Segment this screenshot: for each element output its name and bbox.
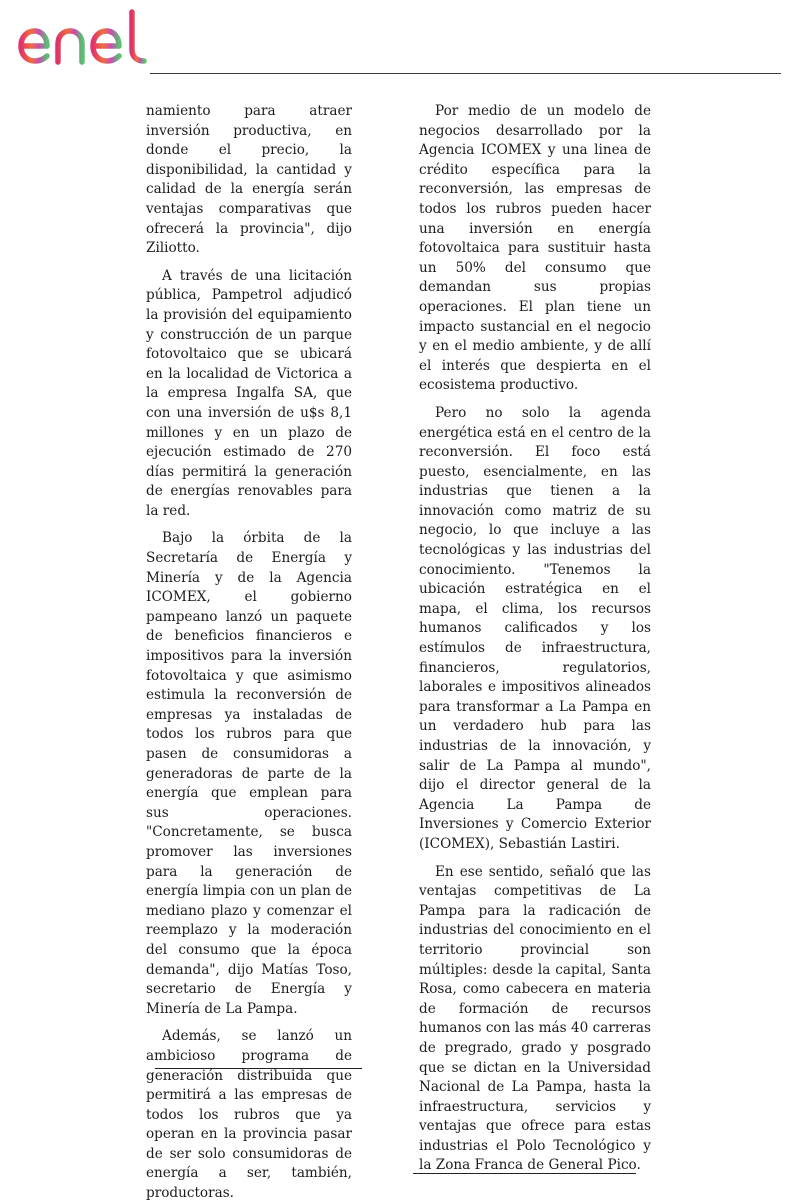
page-header bbox=[0, 0, 800, 76]
enel-logo bbox=[16, 6, 171, 68]
header-divider bbox=[150, 73, 781, 74]
paragraph: A través de una licitación pública, Pampetrol adjudicó la provisión del equipamiento y construcción de un parque fotovoltaico que se ubicará en la localidad de Victorica a la empresa Ingalfa SA, que con una inversión de u$s 8,1 millones y en un plazo de ejecución estimado de 270 días permitirá la generación de energías renovables para la red. bbox=[146, 267, 352, 519]
paragraph: Además, se lanzó un ambicioso programa de generación distribuida que permitirá a las empresas de todos los rubros que ya operan en la provincia pasar de ser solo consumidoras de energía a ser, también, productoras. bbox=[146, 1028, 352, 1202]
paragraph: Por medio de un modelo de negocios desarrollado por la Agencia ICOMEX y una linea de crédito específica para la reconversión, las empresas de todos los rubros pueden hacer una inversión en energía fotovoltaica para sustituir hasta un 50% del consumo que demandan sus propias operaciones. El plan tiene un impacto sustancial en el negocio y en el medio ambiente, y de allí el interés que despierta en el ecosistema productivo. bbox=[419, 103, 651, 394]
paragraph: En ese sentido, señaló que las ventajas competitivas de La Pampa para la radicación de industrias del conocimiento en el territorio provincial son múltiples: desde la capital, Santa Rosa, como cabecera en materia de formación de recursos humanos con las más 40 carreras de pregrado, grado y posgrado que se dictan en la Universidad Nacional de La Pampa, hasta la infraestructura, servicios y ventajas que ofrece para estas industrias el Polo Tecnológico y la Zona Franca de General Pico. bbox=[419, 863, 651, 1174]
article-column-right bbox=[419, 102, 651, 1176]
paragraph: Pero no solo la agenda energética está en el centro de la reconversión. El foco está puesto, esencialmente, en las industrias que tienen a la innovación como matriz de su negocio, lo que incluye a las tecnológicas y las industrias del conocimiento. "Tenemos la ubicación estratégica en el mapa, el clima, los recursos humanos calificados y los estímulos de infraestructura, financieros, regulatorios, laborales e impositivos alineados para transformar a La Pampa en un verdadero hub para las industrias de la innovación, y salir de La Pampa al mundo", dijo el director general de la Agencia La Pampa de Inversiones y Comercio Exterior (ICOMEX), Sebastián Lastiri. bbox=[419, 404, 651, 852]
column-end-divider-left bbox=[155, 1068, 362, 1069]
paragraph: namiento para atraer inversión productiva, en donde el precio, la disponibilidad, la cantidad y calidad de la energía serán ventajas comparativas que ofrecerá la provincia", dijo Ziliotto. bbox=[146, 103, 352, 257]
column-end-divider-right bbox=[413, 1173, 636, 1174]
paragraph: Bajo la órbita de la Secretaría de Energía y Minería y de la Agencia ICOMEX, el gobierno pampeano lanzó un paquete de beneficios financieros e impositivos para la inversión fotovoltaica y que asimismo estimula la reconversión de empresas ya instaladas de todos los rubros para que pasen de consumidoras a generadoras de parte de la energía que emplean para sus operaciones. "Concretamente, se busca promover las inversiones para la generación de energía limpia con un plan de mediano plazo y comenzar el reemplazo y la moderación del consumo que la época demanda", dijo Matías Toso, secretario de Energía y Minería de La Pampa. bbox=[146, 530, 352, 1017]
article-column-left bbox=[146, 102, 352, 1204]
